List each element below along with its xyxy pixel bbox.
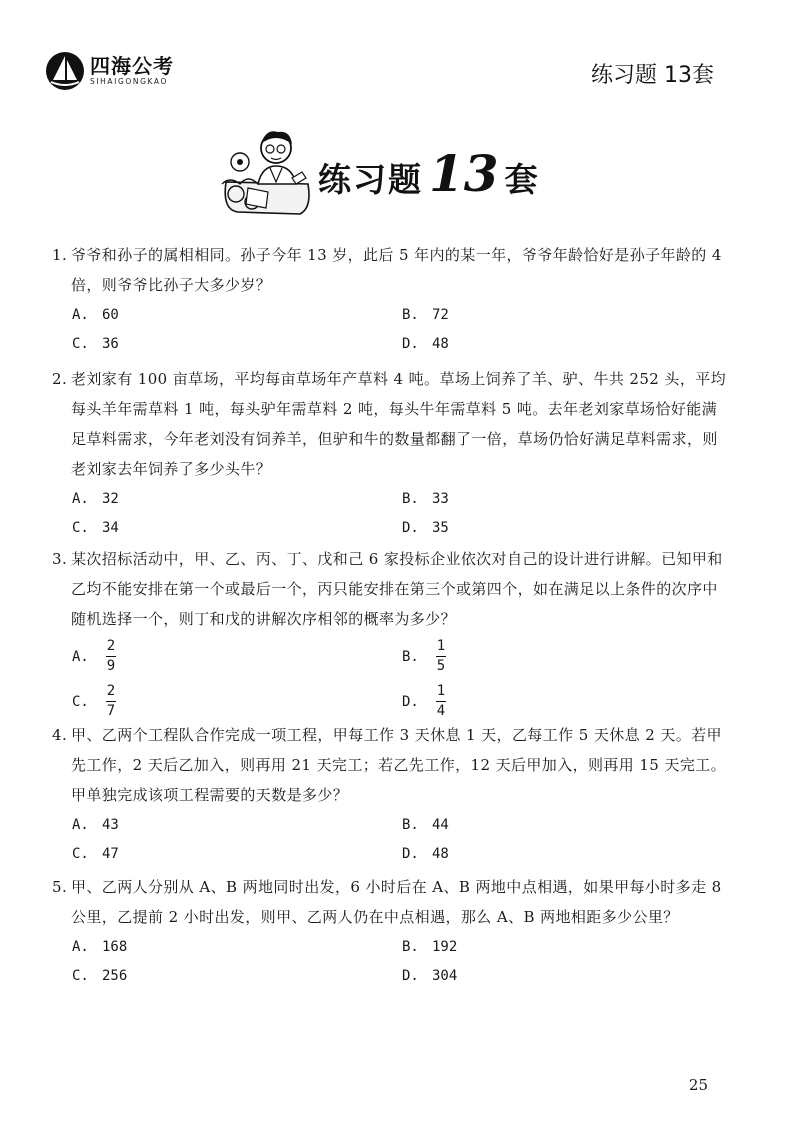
option-b: B. $\frac{1}{5}$	[402, 638, 446, 674]
question-1	[52, 240, 732, 358]
logo-chinese-name: 四海公考	[90, 54, 174, 78]
option-b: B. 44	[402, 816, 449, 833]
title-number: 13	[429, 144, 499, 203]
question-text: 某次招标活动中，甲、乙、丙、丁、戊和己 6 家投标企业依次对自己的设计进行讲解。已知甲和乙均不能安排在第一个或最后一个，丙只能安排在第三个或第四个，如在满足以上条件的次序中随机选择一个，则丁和戊的讲解次序相邻的概率为多少？	[71, 550, 723, 628]
fraction: $\frac{1}{5}$	[436, 638, 446, 674]
question-text: 甲、乙两个工程队合作完成一项工程，甲每工作 3 天休息 1 天，乙每工作 5 天休息 2 天。若甲先工作，2 天后乙加入，则再用 21 天完工；若乙先工作，12 天后甲加入，则再用 15 天完工。甲单独完成该项工程需要的天数是多少？	[71, 726, 727, 804]
question-text: 甲、乙两人分别从 A、B 两地同时出发，6 小时后在 A、B 两地中点相遇，如果甲每小时多走 8 公里，乙提前 2 小时出发，则甲、乙两人仍在中点相遇，那么 A、B 两地相距多少公里？	[71, 878, 722, 926]
brand-logo	[44, 50, 174, 92]
option-c: C. $\frac{2}{7}$	[72, 683, 116, 719]
fraction: $\frac{2}{7}$	[106, 683, 116, 719]
option-d: D. 48	[402, 335, 449, 352]
logo-english-name: SIHAIGONGKAO	[90, 77, 168, 86]
question-stem	[52, 872, 732, 932]
question-number: 4.	[52, 726, 68, 744]
option-a: A. 43	[72, 816, 119, 833]
fraction: $\frac{2}{9}$	[106, 638, 116, 674]
option-c: C. 34	[72, 519, 119, 536]
option-d: D. 35	[402, 519, 449, 536]
option-list	[72, 484, 732, 542]
question-number: 2.	[52, 370, 68, 388]
option-d: D. $\frac{1}{4}$	[402, 683, 446, 719]
question-5	[52, 872, 732, 990]
option-a: A. 60	[72, 306, 119, 323]
option-a: A. 168	[72, 938, 128, 955]
sailboat-logo-icon	[44, 50, 86, 92]
page-number: 25	[688, 1076, 708, 1094]
option-a: A. 32	[72, 490, 119, 507]
option-list	[72, 634, 732, 724]
question-4	[52, 720, 732, 868]
question-text: 爷爷和孙子的属相相同。孙子今年 13 岁，此后 5 年内的某一年，爷爷年龄恰好是孙子年龄的 4 倍，则爷爷比孙子大多少岁？	[71, 246, 722, 294]
title-banner	[218, 122, 538, 220]
question-stem	[52, 240, 732, 300]
fraction: $\frac{1}{4}$	[436, 683, 446, 719]
option-b: B. 33	[402, 490, 449, 507]
option-c: C. 256	[72, 967, 128, 984]
question-number: 1.	[52, 246, 68, 264]
question-number: 5.	[52, 878, 68, 896]
option-c: C. 47	[72, 845, 119, 862]
title-text-suffix: 套	[504, 160, 538, 199]
teacher-illustration-icon	[218, 122, 318, 220]
title-text-prefix: 练习题	[318, 160, 423, 199]
question-text: 老刘家有 100 亩草场，平均每亩草场年产草料 4 吨。草场上饲养了羊、驴、牛共 252 头，平均每头羊年需草料 1 吨，每头驴年需草料 2 吨，每头牛年需草料 5 吨。去年老刘家草场恰好能满足草料需求，今年老刘没有饲养羊，但驴和牛的数量都翻了一倍，草场仍恰好满足草料需求，则老刘家去年饲养了多少头牛？	[71, 370, 727, 478]
question-stem	[52, 544, 732, 634]
question-2	[52, 364, 732, 542]
option-list	[72, 810, 732, 868]
option-list	[72, 300, 732, 358]
page-title	[318, 144, 538, 203]
question-stem	[52, 364, 732, 484]
option-d: D. 48	[402, 845, 449, 862]
option-a: A. $\frac{2}{9}$	[72, 638, 116, 674]
question-number: 3.	[52, 550, 68, 568]
question-3	[52, 544, 732, 724]
option-b: B. 192	[402, 938, 458, 955]
option-d: D. 304	[402, 967, 458, 984]
option-b: B. 72	[402, 306, 449, 323]
option-list	[72, 932, 732, 990]
question-stem	[52, 720, 732, 810]
option-c: C. 36	[72, 335, 119, 352]
header-section-title: 练习题 13套	[591, 63, 714, 88]
